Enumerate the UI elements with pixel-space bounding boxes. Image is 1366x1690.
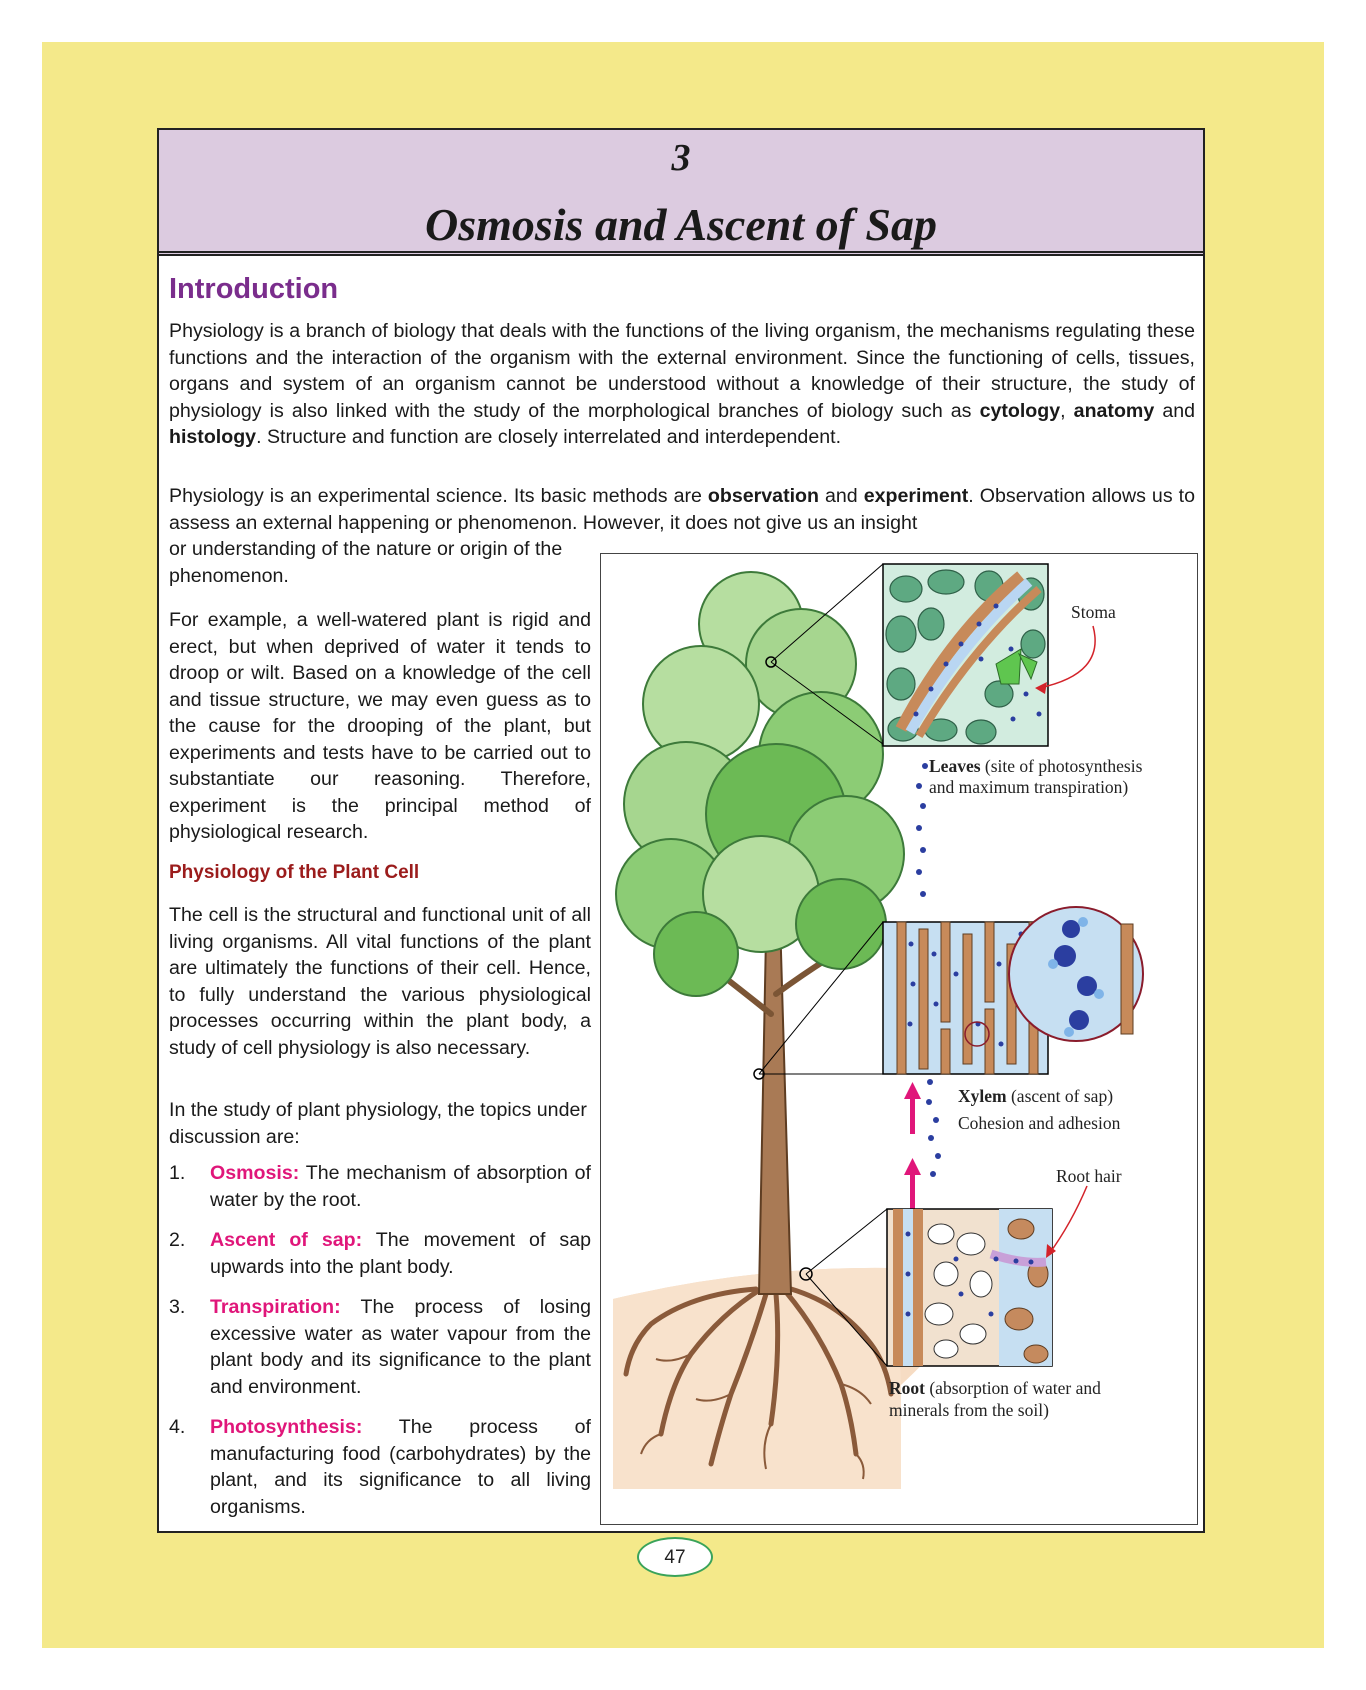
topic-name: Ascent of sap: [210,1229,363,1251]
tree-diagram [600,553,1198,1525]
list-item-text: Osmosis: The mechanism of absorption of water by the root. [210,1162,591,1211]
list-item-text: Transpiration: The process of losing excessive water as water vapour from the plant body and its significance to the plant and environment. [210,1296,591,1398]
intro-paragraph-3: For example, a well-watered plant is rigid and erect, but when deprived of water it tends to droop or wilt. Based on a knowledge of the cell and tissue structure, we may even guess as to the cause for the drooping of the plant, but experiments and tests have to be carried out to substantiate our reasoning. Therefore, experiment is the principal method of physiological research. [169,609,591,843]
list-item-number: 4. [169,1416,186,1438]
chapter-number: 3 [671,137,691,179]
stoma-label: Stoma [1071,602,1116,622]
plant-cell-paragraph-2: In the study of plant physiology, the topics under discussion are: [169,1099,587,1148]
leaves-label: Leaves (site of photosynthesis [929,756,1143,776]
list-item-number: 2. [169,1229,186,1251]
topic-name: Osmosis: [210,1162,300,1184]
list-item-text: Photosynthesis: The process of manufacturing food (carbohydrates) by the plant, and its significance to all living organisms. [210,1416,591,1518]
list-item-text: Ascent of sap: The movement of sap upwards into the plant body. [210,1229,591,1278]
list-item-number: 3. [169,1296,186,1318]
xylem-label: Xylem (ascent of sap) [958,1086,1114,1106]
introduction-heading: Introduction [169,273,339,305]
leaves-label-line-2: and maximum transpiration) [929,777,1129,797]
page-number: 47 [637,1537,713,1577]
topic-name: Photosynthesis: [210,1416,363,1438]
list-item-number: 1. [169,1162,186,1184]
root-hair-label: Root hair [1056,1166,1122,1186]
root-label: Root (absorption of water and [889,1378,1101,1398]
xylem-label-line-2: Cohesion and adhesion [958,1113,1121,1133]
plant-cell-paragraph-1: The cell is the structural and functional unit of all living organisms. All vital functions of the plant are ultimately the functions of their cell. Hence, to fully understand the various physiological processes occurring within the plant body, a study of cell physiology is also necessary. [169,904,591,1059]
chapter-title: Osmosis and Ascent of Sap [424,199,938,250]
intro-paragraph-2: Physiology is an experimental science. Its basic methods are observation and experiment. Observation allows us to assess an external happening or phenomenon. However, it does not give us an insight [169,485,1195,534]
plant-cell-heading: Physiology of the Plant Cell [169,862,420,883]
intro-paragraph-2-continued: or understanding of the nature or origin of the phenomenon. [169,538,563,587]
intro-paragraph-1: Physiology is a branch of biology that deals with the functions of the living organism, the mechanisms regulating these functions and the interaction of the organism with the external environment. Since the functioning of cells, tissues, organs and system of an organism cannot be understood without a knowledge of their structure, the study of physiology is also linked with the study of the morphological branches of biology such as cytology, anatomy and histology. Structure and function are closely interrelated and interdependent. [169,320,1196,448]
root-label-line-2: minerals from the soil) [889,1400,1049,1420]
chapter-header [159,130,1203,256]
topic-name: Transpiration: [210,1296,341,1318]
content-frame [157,128,1205,1533]
